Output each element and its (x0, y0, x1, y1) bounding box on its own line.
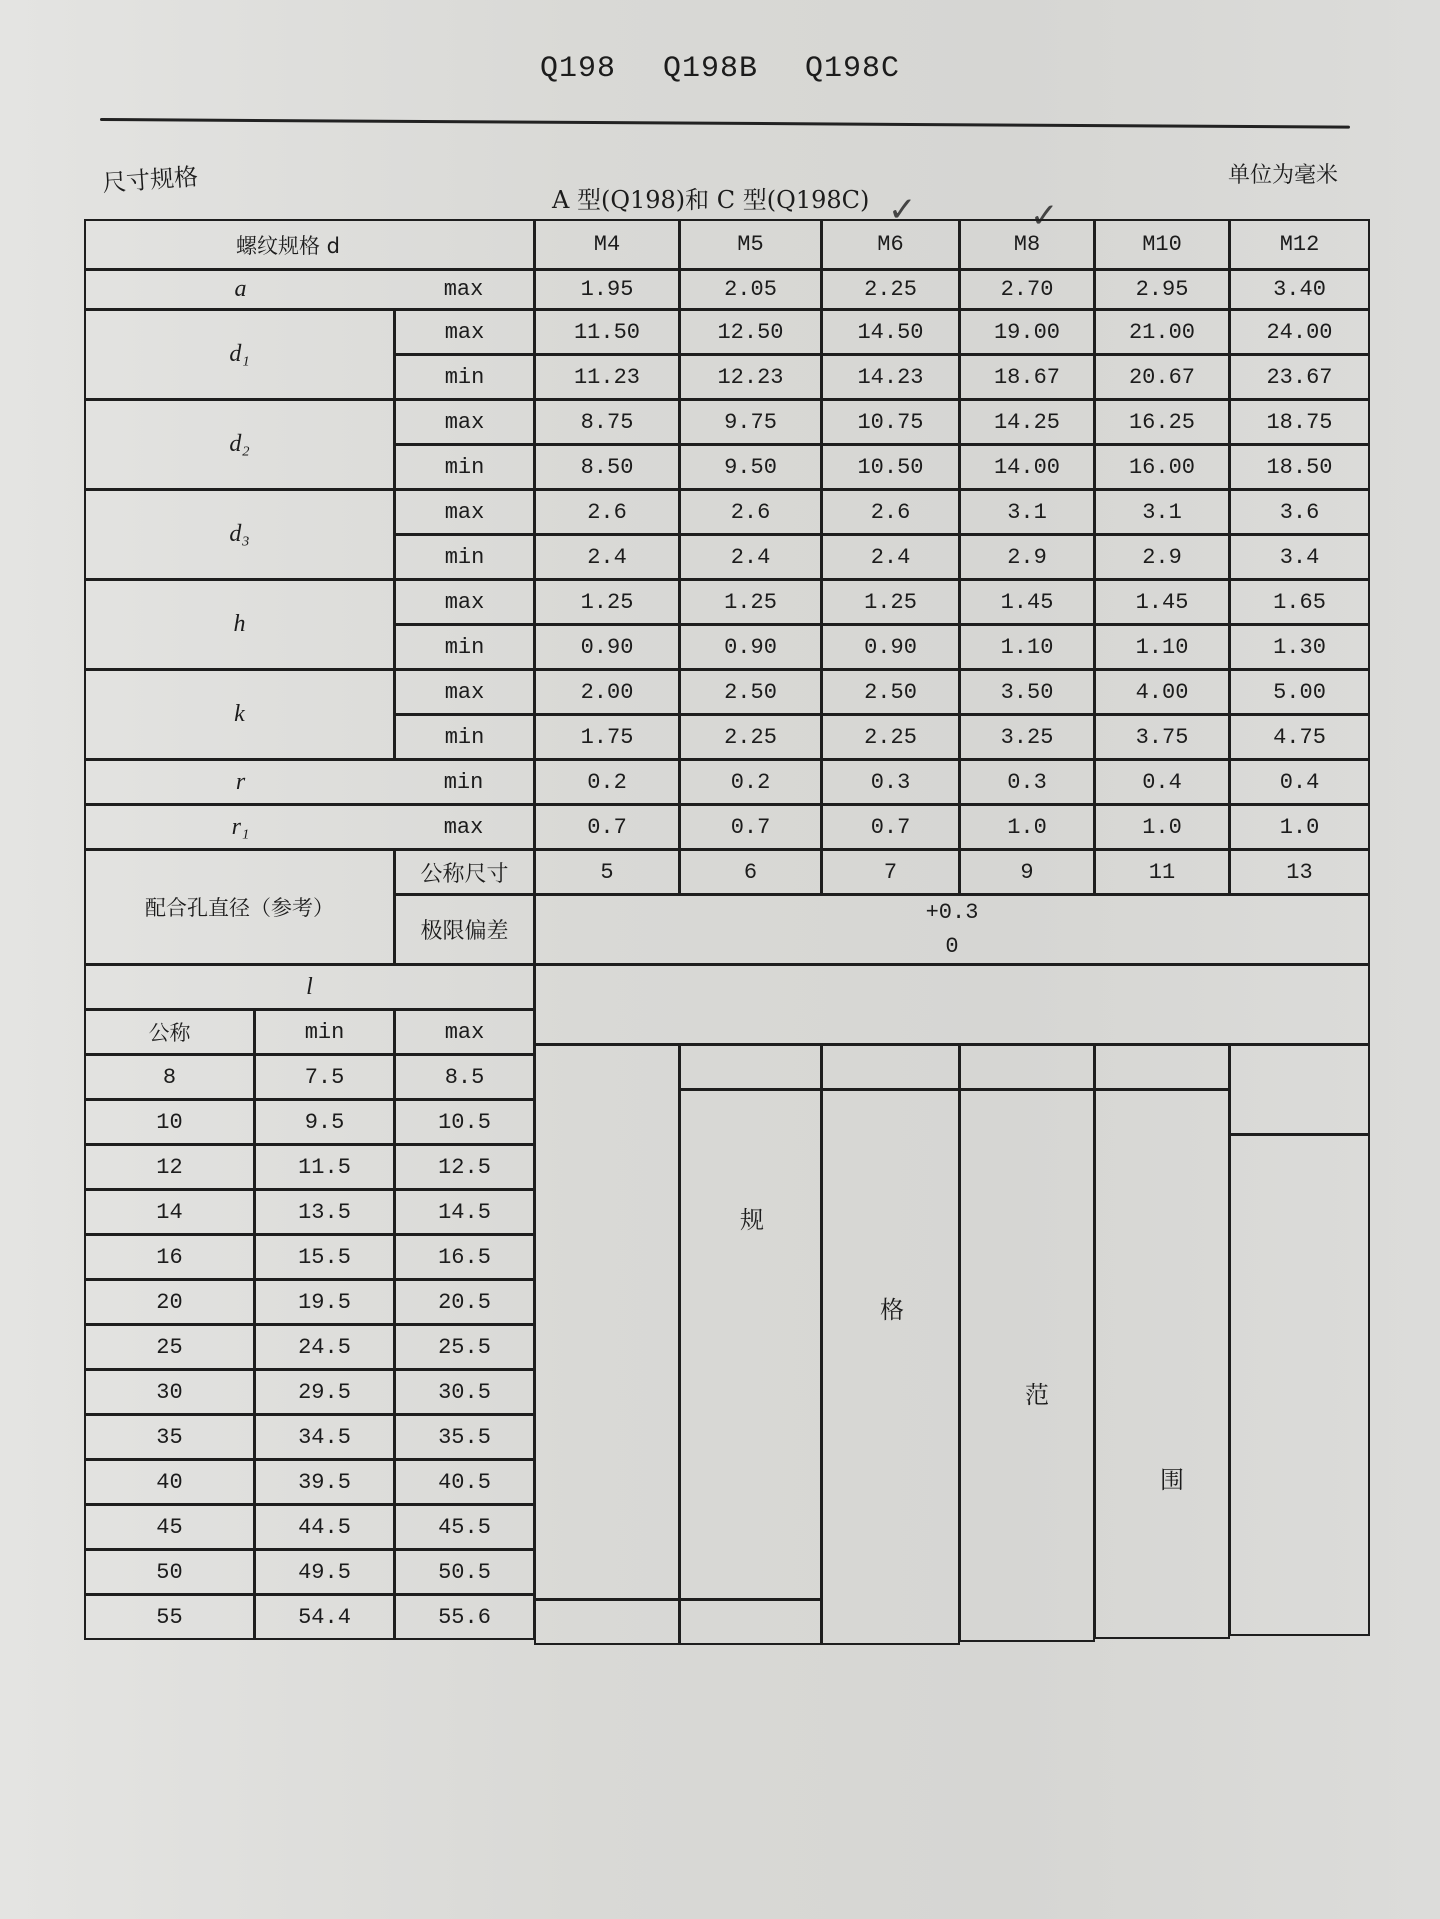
value-cell: 0.3 (821, 759, 960, 805)
limit-label: min (394, 444, 535, 490)
value-cell: 16.00 (1094, 444, 1230, 490)
value-cell: 1.30 (1229, 624, 1370, 670)
value-cell: 2.6 (679, 489, 822, 535)
value-cell: 2.4 (821, 534, 960, 580)
nominal-size-m12: 13 (1229, 849, 1370, 895)
length-cell: 30 (84, 1369, 255, 1415)
value-cell: 2.9 (1094, 534, 1230, 580)
value-cell: 2.50 (821, 669, 960, 715)
column-header-m5: M5 (679, 219, 822, 270)
symbol-a: a (84, 269, 395, 310)
unit-label: 单位为毫米 (1228, 163, 1339, 188)
value-cell: 3.75 (1094, 714, 1230, 760)
length-cell: 14 (84, 1189, 255, 1235)
value-cell: 3.40 (1229, 269, 1370, 310)
value-cell: 20.67 (1094, 354, 1230, 400)
length-cell: 30.5 (394, 1369, 535, 1415)
value-cell: 9.75 (679, 399, 822, 445)
length-cell: 25 (84, 1324, 255, 1370)
symbol-r: r (84, 759, 395, 805)
length-cell: 16.5 (394, 1234, 535, 1280)
value-cell: 10.75 (821, 399, 960, 445)
value-cell: 1.45 (1094, 579, 1230, 625)
value-cell: 2.9 (959, 534, 1095, 580)
value-cell: 18.75 (1229, 399, 1370, 445)
length-cell: 10.5 (394, 1099, 535, 1145)
range-m4-55 (534, 1599, 680, 1645)
tolerance-label: 极限偏差 (394, 894, 535, 965)
length-cell: 16 (84, 1234, 255, 1280)
section-label: 尺寸规格 (101, 162, 200, 198)
tolerance-lower: 0 (945, 933, 959, 959)
value-cell: 9.50 (679, 444, 822, 490)
length-cell: 45.5 (394, 1504, 535, 1550)
nominal-size-m4: 5 (534, 849, 680, 895)
range-m8 (959, 1089, 1095, 1642)
length-cell: 55 (84, 1594, 255, 1640)
column-header-m6: M6 (821, 219, 960, 270)
length-cell: 35.5 (394, 1414, 535, 1460)
length-cell: 54.4 (254, 1594, 395, 1640)
limit-label: max (394, 579, 535, 625)
length-cell: 20.5 (394, 1279, 535, 1325)
model-q198: Q198 (539, 52, 616, 86)
length-symbol: l (84, 964, 535, 1010)
value-cell: 2.4 (679, 534, 822, 580)
value-cell: 2.25 (679, 714, 822, 760)
column-header-m10: M10 (1094, 219, 1230, 270)
limit-label: max (394, 669, 535, 715)
value-cell: 3.1 (1094, 489, 1230, 535)
value-cell: 4.00 (1094, 669, 1230, 715)
length-cell: 13.5 (254, 1189, 395, 1235)
value-cell: 24.00 (1229, 309, 1370, 355)
range-char-gui: 规 (740, 1206, 764, 1234)
range-m5 (679, 1089, 822, 1600)
length-cell: 9.5 (254, 1099, 395, 1145)
limit-label: min (394, 534, 535, 580)
tolerance-value (534, 894, 1370, 965)
mating-hole-label: 配合孔直径（参考） (84, 849, 395, 965)
limit-label: max (394, 309, 535, 355)
range-m5-8 (679, 1044, 822, 1090)
limit-label: max (394, 489, 535, 535)
value-cell: 1.10 (959, 624, 1095, 670)
value-cell: 0.3 (959, 759, 1095, 805)
value-cell: 3.25 (959, 714, 1095, 760)
thread-spec-header (84, 219, 535, 270)
value-cell: 3.4 (1229, 534, 1370, 580)
value-cell: 2.6 (534, 489, 680, 535)
symbol-k: k (84, 669, 395, 760)
value-cell: 1.25 (821, 579, 960, 625)
value-cell: 2.00 (534, 669, 680, 715)
length-cell: 50 (84, 1549, 255, 1595)
limit-label: max (394, 804, 535, 850)
length-header-max: max (394, 1009, 535, 1055)
range-m8-8 (959, 1044, 1095, 1090)
value-cell: 5.00 (1229, 669, 1370, 715)
length-cell: 44.5 (254, 1504, 395, 1550)
length-cell: 12 (84, 1144, 255, 1190)
value-cell: 0.4 (1094, 759, 1230, 805)
length-cell: 10 (84, 1099, 255, 1145)
value-cell: 14.00 (959, 444, 1095, 490)
range-m6-8 (821, 1044, 960, 1090)
value-cell: 1.0 (1229, 804, 1370, 850)
value-cell: 2.95 (1094, 269, 1230, 310)
value-cell: 0.2 (679, 759, 822, 805)
value-cell: 0.7 (679, 804, 822, 850)
range-m5-55 (679, 1599, 822, 1645)
value-cell: 16.25 (1094, 399, 1230, 445)
symbol-d2: d₂ (84, 399, 395, 490)
value-cell: 0.90 (679, 624, 822, 670)
symbol-r1: r₁ (84, 804, 395, 850)
limit-label: min (394, 714, 535, 760)
value-cell: 3.6 (1229, 489, 1370, 535)
length-cell: 55.6 (394, 1594, 535, 1640)
value-cell: 18.67 (959, 354, 1095, 400)
value-cell: 14.23 (821, 354, 960, 400)
value-cell: 1.10 (1094, 624, 1230, 670)
symbol-d1: d₁ (84, 309, 395, 400)
range-m10-8 (1094, 1044, 1230, 1090)
value-cell: 14.25 (959, 399, 1095, 445)
model-q198b: Q198B (662, 52, 758, 86)
value-cell: 4.75 (1229, 714, 1370, 760)
range-m6 (821, 1089, 960, 1645)
range-m12-8-10 (1229, 1044, 1370, 1135)
value-cell: 2.25 (821, 714, 960, 760)
length-cell: 49.5 (254, 1549, 395, 1595)
limit-label: min (394, 624, 535, 670)
length-cell: 29.5 (254, 1369, 395, 1415)
length-cell: 20 (84, 1279, 255, 1325)
limit-label: min (394, 354, 535, 400)
length-cell: 19.5 (254, 1279, 395, 1325)
value-cell: 0.7 (821, 804, 960, 850)
value-cell: 2.4 (534, 534, 680, 580)
limit-label: max (394, 269, 535, 310)
value-cell: 1.45 (959, 579, 1095, 625)
value-cell: 1.0 (959, 804, 1095, 850)
value-cell: 14.50 (821, 309, 960, 355)
symbol-d3: d₃ (84, 489, 395, 580)
length-header-nominal: 公称 (84, 1009, 255, 1055)
nominal-size-m8: 9 (959, 849, 1095, 895)
range-m4 (534, 1044, 680, 1600)
range-m10 (1094, 1089, 1230, 1639)
length-cell: 39.5 (254, 1459, 395, 1505)
value-cell: 0.4 (1229, 759, 1370, 805)
nominal-size-m10: 11 (1094, 849, 1230, 895)
range-char-ge: 格 (880, 1296, 904, 1324)
value-cell: 2.25 (821, 269, 960, 310)
length-cell: 15.5 (254, 1234, 395, 1280)
model-q198c: Q198C (805, 52, 901, 86)
value-cell: 0.90 (534, 624, 680, 670)
value-cell: 1.65 (1229, 579, 1370, 625)
value-cell: 21.00 (1094, 309, 1230, 355)
value-cell: 23.67 (1229, 354, 1370, 400)
value-cell: 3.1 (959, 489, 1095, 535)
length-cell: 8.5 (394, 1054, 535, 1100)
value-cell: 8.75 (534, 399, 680, 445)
value-cell: 2.50 (679, 669, 822, 715)
length-cell: 7.5 (254, 1054, 395, 1100)
value-cell: 1.25 (679, 579, 822, 625)
limit-label: min (394, 759, 535, 805)
length-cell: 24.5 (254, 1324, 395, 1370)
value-cell: 1.75 (534, 714, 680, 760)
value-cell: 10.50 (821, 444, 960, 490)
table-caption: A 型(Q198)和 C 型(Q198C) (552, 186, 870, 214)
nominal-size-m6: 7 (821, 849, 960, 895)
length-cell: 50.5 (394, 1549, 535, 1595)
range-char-wei: 围 (1160, 1466, 1184, 1494)
value-cell: 11.23 (534, 354, 680, 400)
length-cell: 35 (84, 1414, 255, 1460)
length-cell: 11.5 (254, 1144, 395, 1190)
value-cell: 2.05 (679, 269, 822, 310)
length-cell: 45 (84, 1504, 255, 1550)
length-cell: 8 (84, 1054, 255, 1100)
value-cell: 0.7 (534, 804, 680, 850)
length-cell: 14.5 (394, 1189, 535, 1235)
value-cell: 0.2 (534, 759, 680, 805)
column-header-m8: M8 (959, 219, 1095, 270)
symbol-h: h (84, 579, 395, 670)
nominal-size-m5: 6 (679, 849, 822, 895)
value-cell: 19.00 (959, 309, 1095, 355)
value-cell: 0.90 (821, 624, 960, 670)
nominal-size-label: 公称尺寸 (394, 849, 535, 895)
checkmark-icon: ✓ (888, 190, 917, 230)
value-cell: 11.50 (534, 309, 680, 355)
column-header-m12: M12 (1229, 219, 1370, 270)
value-cell: 1.0 (1094, 804, 1230, 850)
column-header-m4: M4 (534, 219, 680, 270)
value-cell: 2.70 (959, 269, 1095, 310)
length-cell: 40 (84, 1459, 255, 1505)
value-cell: 3.50 (959, 669, 1095, 715)
range-char-fan: 范 (1025, 1381, 1049, 1409)
length-cell: 12.5 (394, 1144, 535, 1190)
value-cell: 12.50 (679, 309, 822, 355)
value-cell: 18.50 (1229, 444, 1370, 490)
length-cell: 25.5 (394, 1324, 535, 1370)
thread-spec-label: 螺纹规格 d (236, 233, 341, 258)
tolerance-upper: +0.3 (925, 899, 979, 925)
value-cell: 8.50 (534, 444, 680, 490)
checkmark-icon: ✓ (1030, 196, 1059, 236)
limit-label: max (394, 399, 535, 445)
length-header-min: min (254, 1009, 395, 1055)
length-cell: 40.5 (394, 1459, 535, 1505)
value-cell: 1.95 (534, 269, 680, 310)
value-cell: 2.6 (821, 489, 960, 535)
range-m12 (1229, 1134, 1370, 1636)
length-blank-band (534, 964, 1370, 1045)
value-cell: 1.25 (534, 579, 680, 625)
length-cell: 34.5 (254, 1414, 395, 1460)
value-cell: 12.23 (679, 354, 822, 400)
